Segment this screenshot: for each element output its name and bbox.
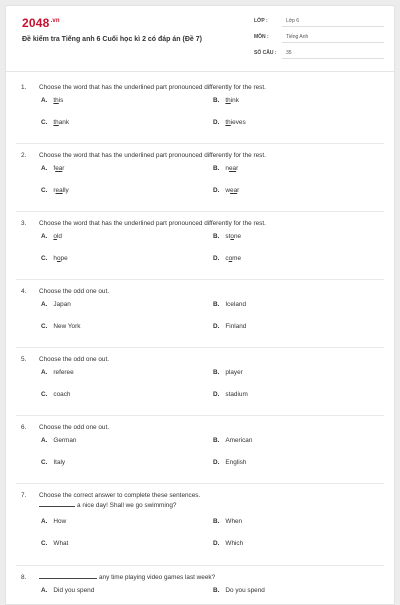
document-page — [5, 5, 395, 605]
answer-option[interactable] — [213, 187, 239, 194]
option-letter: C. — [41, 459, 48, 466]
option-letter: C. — [41, 119, 48, 126]
option-text: ink — [230, 97, 239, 104]
option-letter: A. — [41, 97, 48, 104]
answer-option[interactable] — [213, 587, 265, 594]
option-underlined-part: th — [53, 119, 59, 126]
answer-blank — [39, 502, 75, 507]
answer-option[interactable] — [41, 587, 94, 594]
option-text: Which — [225, 540, 244, 547]
option-text: ank — [58, 119, 70, 126]
option-text: ld — [56, 233, 62, 240]
question-separator — [16, 211, 384, 212]
question-text: Choose the odd one out. — [39, 356, 109, 363]
question-number: 6. — [21, 424, 27, 431]
answer-blank — [39, 574, 97, 579]
question-text: Choose the odd one out. — [39, 288, 109, 295]
question-number: 1. — [21, 84, 27, 91]
meta-underline — [282, 26, 384, 27]
answer-option[interactable] — [41, 518, 66, 525]
answer-option[interactable] — [41, 459, 65, 466]
answer-option[interactable] — [41, 323, 80, 330]
option-text: New York — [53, 323, 81, 330]
option-text: ne — [233, 233, 242, 240]
option-text: c — [225, 255, 229, 262]
option-text: lly — [62, 187, 69, 194]
answer-option[interactable] — [41, 391, 70, 398]
answer-option[interactable] — [213, 119, 246, 126]
option-text: Do you spend — [225, 587, 265, 594]
option-letter: B. — [213, 165, 220, 172]
option-letter: A. — [41, 587, 48, 594]
meta-underline — [282, 42, 384, 43]
option-text: Finland — [225, 323, 247, 330]
answer-option[interactable] — [213, 165, 238, 172]
question-number: 2. — [21, 152, 27, 159]
question-separator — [16, 415, 384, 416]
option-text: r — [236, 165, 239, 172]
question-number: 7. — [21, 492, 27, 499]
question-number: 4. — [21, 288, 27, 295]
document-title: Đề kiểm tra Tiếng anh 6 Cuối học kì 2 có đáp án (Đề 7) — [22, 36, 202, 43]
question-sentence — [39, 502, 176, 509]
question-text: Choose the odd one out. — [39, 424, 109, 431]
option-letter: B. — [213, 369, 220, 376]
question-sentence-text: a nice day! Shall we go swimming? — [77, 502, 177, 509]
answer-option[interactable] — [41, 255, 68, 262]
question-separator — [16, 347, 384, 348]
document-header — [6, 6, 394, 72]
option-text: f — [53, 165, 56, 172]
option-text: English — [225, 459, 247, 466]
answer-option[interactable] — [213, 437, 252, 444]
option-letter: D. — [213, 255, 220, 262]
meta-value: Tiếng Anh — [286, 34, 309, 40]
question-separator — [16, 483, 384, 484]
option-text: n — [225, 165, 229, 172]
option-letter: C. — [41, 323, 48, 330]
answer-option[interactable] — [213, 540, 243, 547]
option-letter: A. — [41, 301, 48, 308]
option-text: Did you spend — [53, 587, 95, 594]
answer-option[interactable] — [213, 391, 248, 398]
answer-option[interactable] — [41, 540, 68, 547]
answer-option[interactable] — [41, 369, 74, 376]
answer-option[interactable] — [213, 301, 246, 308]
answer-option[interactable] — [41, 437, 77, 444]
answer-option[interactable] — [41, 187, 69, 194]
option-letter: C. — [41, 255, 48, 262]
option-text: player — [225, 369, 243, 376]
option-underlined-part: ea — [55, 165, 63, 172]
answer-option[interactable] — [41, 97, 63, 104]
option-letter: A. — [41, 369, 48, 376]
meta-key: LỚP : — [254, 18, 268, 24]
option-text: is — [58, 97, 64, 104]
option-text: How — [53, 518, 67, 525]
option-underlined-part: o — [56, 255, 61, 262]
option-text: ieves — [230, 119, 246, 126]
option-letter: A. — [41, 233, 48, 240]
meta-underline — [282, 58, 384, 59]
option-text: r — [53, 187, 56, 194]
question-text-content: any time playing video games last week? — [99, 574, 216, 581]
option-underlined-part: ea — [55, 187, 63, 194]
option-underlined-part: th — [53, 97, 59, 104]
option-letter: A. — [41, 518, 48, 525]
option-text: stadium — [225, 391, 248, 398]
option-letter: D. — [213, 323, 220, 330]
question-number: 5. — [21, 356, 27, 363]
option-underlined-part: th — [225, 119, 231, 126]
answer-option[interactable] — [41, 233, 62, 240]
option-letter: B. — [213, 518, 220, 525]
option-text: American — [225, 437, 253, 444]
meta-value: Lớp 6 — [286, 18, 300, 24]
option-underlined-part: ea — [228, 165, 237, 172]
meta-value: 35 — [286, 50, 292, 56]
answer-option[interactable] — [41, 165, 64, 172]
answer-option[interactable] — [41, 301, 71, 308]
option-text: Iceland — [225, 301, 247, 308]
option-underlined-part: o — [53, 233, 57, 240]
answer-option[interactable] — [213, 233, 241, 240]
option-letter: C. — [41, 187, 48, 194]
option-letter: D. — [213, 540, 220, 547]
answer-option[interactable] — [213, 97, 239, 104]
brand-name: 2048 — [22, 16, 50, 30]
option-text: r — [237, 187, 240, 194]
option-text: referee — [53, 369, 74, 376]
option-letter: B. — [213, 587, 220, 594]
question-separator — [16, 279, 384, 280]
question-separator — [16, 565, 384, 566]
option-letter: B. — [213, 301, 220, 308]
answer-option[interactable] — [213, 323, 246, 330]
option-letter: D. — [213, 391, 220, 398]
option-text: h — [53, 255, 57, 262]
option-letter: A. — [41, 437, 48, 444]
answer-option[interactable] — [213, 459, 246, 466]
question-number: 8. — [21, 574, 27, 581]
question-text: Choose the correct answer to complete these sentences. — [39, 492, 201, 499]
brand-tld: .vn — [50, 18, 60, 24]
option-text: pe — [60, 255, 68, 262]
option-text: me — [232, 255, 242, 262]
option-letter: B. — [213, 233, 220, 240]
option-letter: C. — [41, 391, 48, 398]
brand-logo[interactable] — [22, 16, 60, 30]
option-letter: D. — [213, 187, 220, 194]
option-letter: A. — [41, 165, 48, 172]
option-letter: D. — [213, 459, 220, 466]
option-letter: D. — [213, 119, 220, 126]
option-text: What — [53, 540, 69, 547]
answer-option[interactable] — [41, 119, 69, 126]
option-text: German — [53, 437, 77, 444]
option-letter: C. — [41, 540, 48, 547]
option-underlined-part: o — [228, 255, 233, 262]
answer-option[interactable] — [213, 518, 242, 525]
option-underlined-part: o — [230, 233, 234, 240]
option-letter: B. — [213, 97, 220, 104]
question-text: Choose the word that has the underlined part pronounced differently for the rest. — [39, 152, 266, 159]
meta-key: SỐ CÂU : — [254, 50, 277, 56]
option-text: Italy — [53, 459, 66, 466]
question-separator — [16, 143, 384, 144]
question-text: Choose the word that has the underlined part pronounced differently for the rest. — [39, 220, 266, 227]
answer-option[interactable] — [213, 255, 241, 262]
option-text: When — [225, 518, 243, 525]
question-number: 3. — [21, 220, 27, 227]
meta-key: MÔN : — [254, 34, 269, 40]
answer-option[interactable] — [213, 369, 243, 376]
option-underlined-part: ea — [230, 187, 238, 194]
option-text: Japan — [53, 301, 71, 308]
option-text: w — [225, 187, 231, 194]
option-text: r — [62, 165, 65, 172]
option-letter: B. — [213, 437, 220, 444]
option-text: st — [225, 233, 231, 240]
option-underlined-part: th — [225, 97, 231, 104]
option-text: coach — [53, 391, 71, 398]
question-text — [39, 574, 215, 581]
question-text: Choose the word that has the underlined part pronounced differently for the rest. — [39, 84, 266, 91]
